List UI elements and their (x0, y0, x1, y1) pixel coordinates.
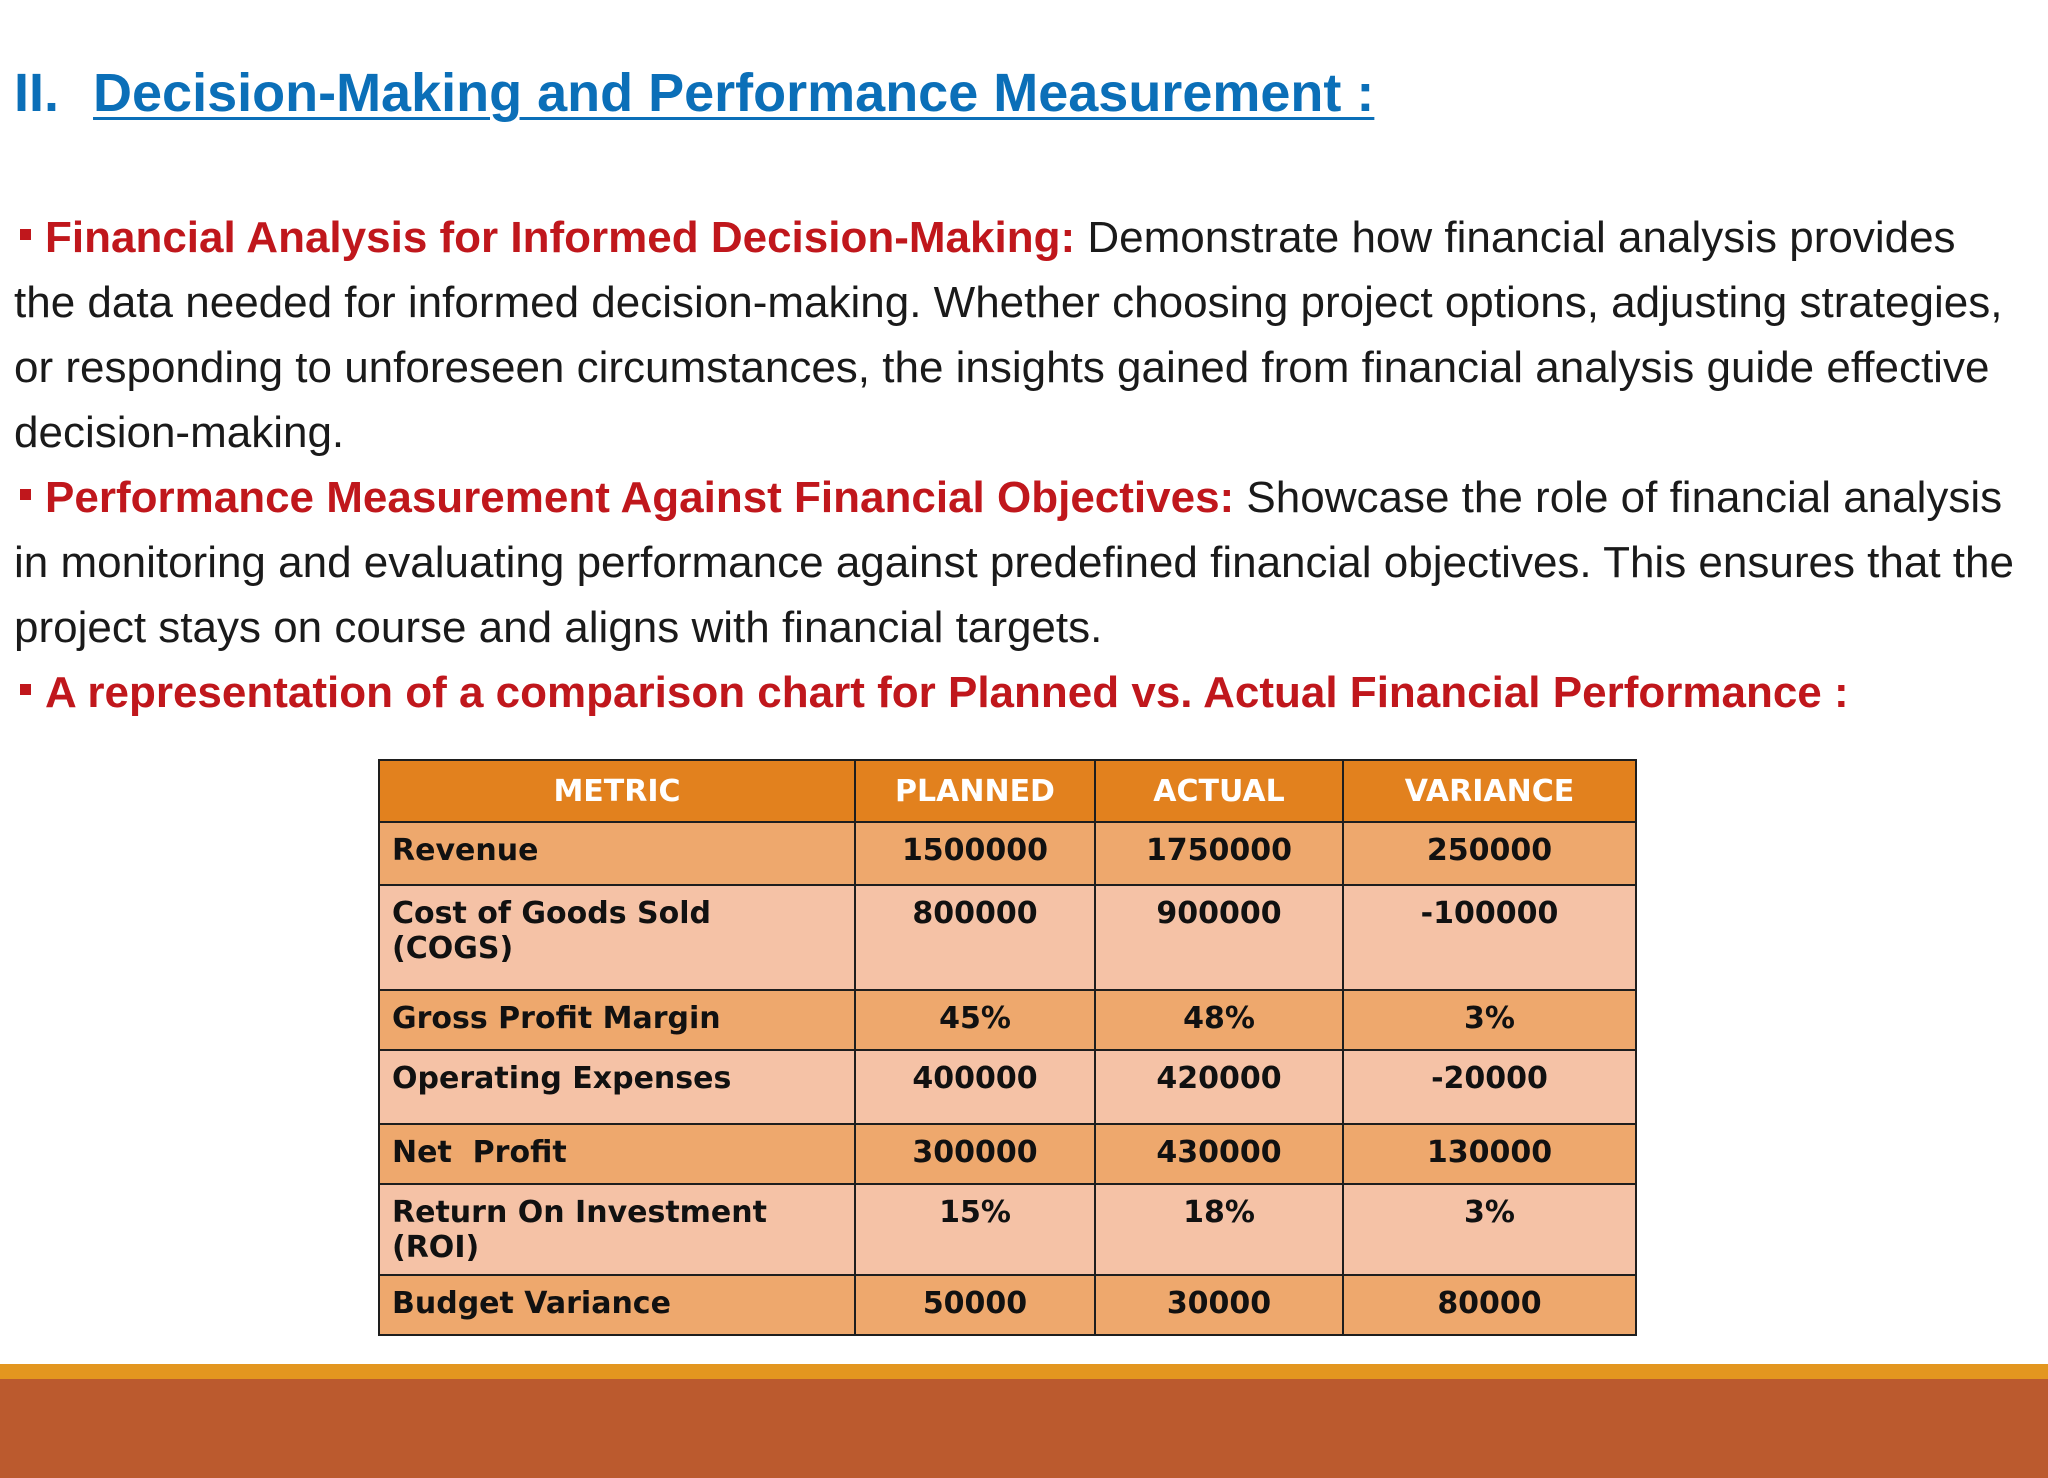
metric-cell: Operating Expenses (379, 1050, 855, 1124)
actual-cell: 900000 (1095, 885, 1343, 990)
metric-cell: Return On Investment (ROI) (379, 1184, 855, 1275)
metric-cell: Revenue (379, 822, 855, 885)
header-actual: ACTUAL (1095, 760, 1343, 822)
square-bullet-icon (20, 229, 31, 240)
table-row (379, 1275, 1636, 1335)
bullet-paragraph-3 (14, 660, 2024, 725)
planned-cell: 1500000 (855, 822, 1095, 885)
variance-cell: 130000 (1343, 1124, 1636, 1184)
header-variance: VARIANCE (1343, 760, 1636, 822)
comparison-table (378, 759, 1637, 1336)
bullet-paragraph-2 (14, 465, 2024, 660)
header-planned: PLANNED (855, 760, 1095, 822)
metric-cell: Cost of Goods Sold (COGS) (379, 885, 855, 990)
table-row (379, 990, 1636, 1050)
planned-cell: 800000 (855, 885, 1095, 990)
variance-cell: 3% (1343, 1184, 1636, 1275)
variance-cell: 80000 (1343, 1275, 1636, 1335)
planned-cell: 45% (855, 990, 1095, 1050)
table-row (379, 1124, 1636, 1184)
metric-cell: Net Profit (379, 1124, 855, 1184)
table-row (379, 1050, 1636, 1124)
planned-cell: 400000 (855, 1050, 1095, 1124)
section-number: II. (14, 63, 60, 123)
bullet-text-2: Showcase the role of financial analysis in monitoring and evaluating performance against predefined financial objectives. This ensures that the project stays on course and aligns with financial targets. (14, 473, 2014, 652)
variance-cell: 3% (1343, 990, 1636, 1050)
square-bullet-icon (20, 489, 31, 500)
footer-band (0, 1379, 2048, 1478)
planned-cell: 50000 (855, 1275, 1095, 1335)
square-bullet-icon (20, 684, 31, 695)
bullet-heading-1: Financial Analysis for Informed Decision-Making: (45, 213, 1076, 262)
actual-cell: 1750000 (1095, 822, 1343, 885)
section-title: Decision-Making and Performance Measurement : (93, 63, 1375, 123)
metric-cell: Budget Variance (379, 1275, 855, 1335)
actual-cell: 430000 (1095, 1124, 1343, 1184)
slide-title (14, 62, 1374, 124)
variance-cell: -20000 (1343, 1050, 1636, 1124)
actual-cell: 18% (1095, 1184, 1343, 1275)
table-header-row (379, 760, 1636, 822)
planned-cell: 300000 (855, 1124, 1095, 1184)
body-text (14, 205, 2024, 725)
bullet-heading-2: Performance Measurement Against Financial Objectives: (45, 473, 1235, 522)
planned-cell: 15% (855, 1184, 1095, 1275)
actual-cell: 30000 (1095, 1275, 1343, 1335)
actual-cell: 420000 (1095, 1050, 1343, 1124)
table-row (379, 1184, 1636, 1275)
variance-cell: 250000 (1343, 822, 1636, 885)
bullet-text-1: Demonstrate how financial analysis provides the data needed for informed decision-making. Whether choosing project options, adjusting strategies, or responding to unforeseen circumstances, the insights gained from financial analysis guide effective decision-making. (14, 213, 2003, 457)
table-row (379, 822, 1636, 885)
metric-cell: Gross Profit Margin (379, 990, 855, 1050)
header-metric: METRIC (379, 760, 855, 822)
comparison-table-container (378, 759, 1637, 1336)
variance-cell: -100000 (1343, 885, 1636, 990)
footer-accent-line (0, 1364, 2048, 1379)
actual-cell: 48% (1095, 990, 1343, 1050)
bullet-paragraph-1 (14, 205, 2024, 465)
bullet-heading-3: A representation of a comparison chart for Planned vs. Actual Financial Performance : (45, 668, 1849, 717)
table-row (379, 885, 1636, 990)
